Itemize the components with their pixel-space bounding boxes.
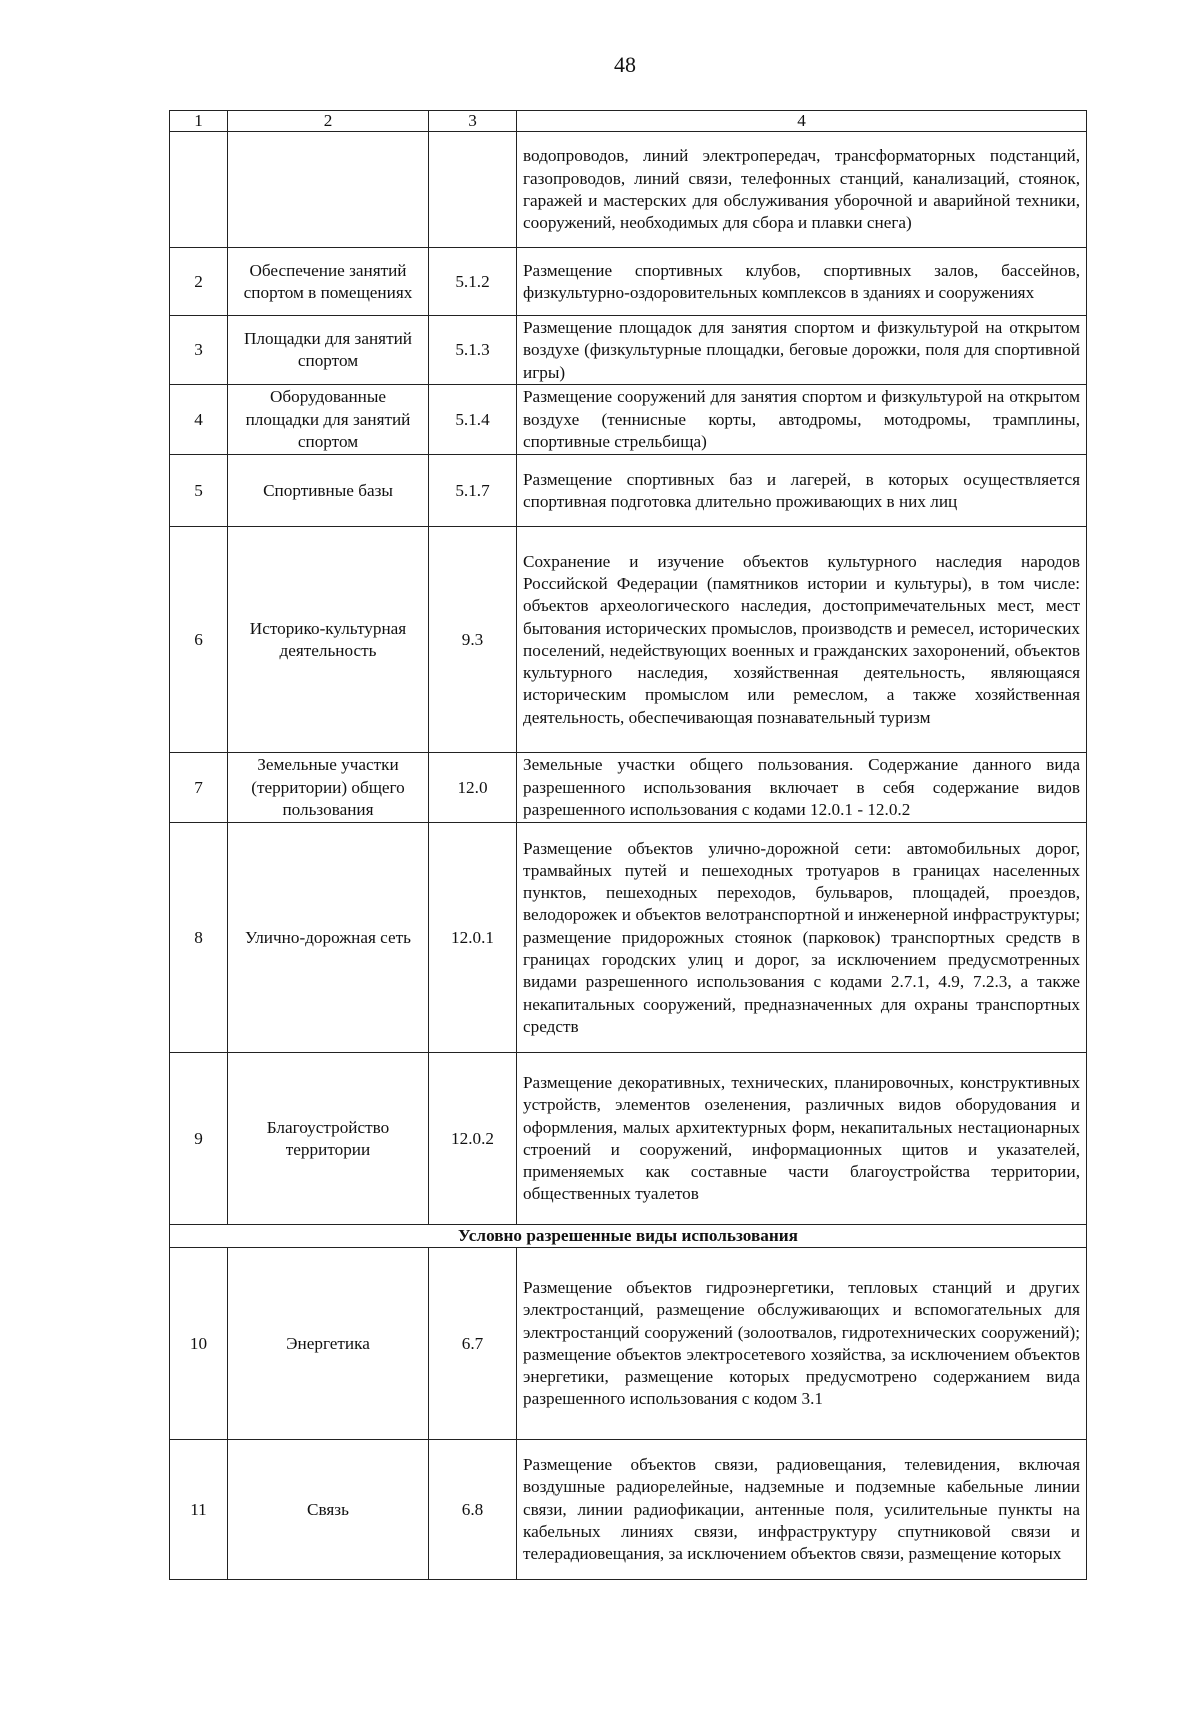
use-type-name: Энергетика [228,1247,429,1439]
table-row [170,1247,1087,1439]
header-col-4: 4 [517,111,1087,132]
header-col-1: 1 [170,111,228,132]
row-number: 8 [170,822,228,1052]
table-row [170,822,1087,1052]
use-type-code: 5.1.4 [429,384,517,454]
use-type-name: Улично-дорожная сеть [228,822,429,1052]
table-row [170,454,1087,526]
table-row [170,132,1087,248]
use-type-code [429,132,517,248]
use-type-description: Размещение объектов улично-дорожной сети: автомобильных дорог, трамвайных путей и пешеходных тротуаров в границах населенных пунктов, пешеходных переходов, бульваров, площадей, проездов, велодорожек и объектов велотранспортной и инженерной инфраструктуры; размещение придорожных стоянок (парковок) транспортных средств в границах городских улиц и дорог, за исключением предусмотренных видами разрешенного использования с кодами 2.7.1, 4.9, 7.2.3, а также некапитальных сооружений, предназначенных для охраны транспортных средств [517,822,1087,1052]
use-type-description: Размещение спортивных баз и лагерей, в которых осуществляется спортивная подготовка длительно проживающих в них лиц [517,454,1087,526]
use-type-name: Оборудованные площадки для занятий спортом [228,384,429,454]
use-type-name: Земельные участки (территории) общего пользования [228,752,429,822]
row-number: 11 [170,1439,228,1579]
row-number: 4 [170,384,228,454]
section-title: Условно разрешенные виды использования [170,1224,1087,1247]
use-type-code: 12.0.2 [429,1052,517,1224]
header-col-2: 2 [228,111,429,132]
use-type-name: Связь [228,1439,429,1579]
use-type-description: Размещение сооружений для занятия спортом и физкультурой на открытом воздухе (теннисные корты, автодромы, мотодромы, трамплины, спортивные стрельбища) [517,384,1087,454]
use-type-code: 9.3 [429,526,517,752]
use-type-description: Размещение объектов гидроэнергетики, тепловых станций и других электростанций, размещение обслуживающих и вспомогательных для электростанций сооружений (золоотвалов, гидротехнических сооружений); размещение объектов электросетевого хозяйства, за исключением объектов энергетики, размещение которых предусмотрено содержанием вида разрешенного использования с кодом 3.1 [517,1247,1087,1439]
use-type-name: Историко-культурная деятельность [228,526,429,752]
use-type-description: Размещение декоративных, технических, планировочных, конструктивных устройств, элементов озеленения, различных видов оборудования и оформления, малых архитектурных форм, некапитальных нестационарных строений и сооружений, информационных щитов и указателей, применяемых как составные части благоустройства территории, общественных туалетов [517,1052,1087,1224]
use-type-name: Благоустройство территории [228,1052,429,1224]
use-type-code: 6.8 [429,1439,517,1579]
row-number: 5 [170,454,228,526]
row-number: 3 [170,316,228,385]
table-row [170,248,1087,316]
use-type-description: Размещение площадок для занятия спортом и физкультурой на открытом воздухе (физкультурные площадки, беговые дорожки, поля для спортивной игры) [517,316,1087,385]
use-type-code: 6.7 [429,1247,517,1439]
use-type-name: Площадки для занятий спортом [228,316,429,385]
use-type-name: Спортивные базы [228,454,429,526]
use-type-description: Размещение спортивных клубов, спортивных залов, бассейнов, физкультурно-оздоровительных комплексов в зданиях и сооружениях [517,248,1087,316]
row-number: 10 [170,1247,228,1439]
use-type-description: водопроводов, линий электропередач, трансформаторных подстанций, газопроводов, линий связи, телефонных станций, канализаций, стоянок, гаражей и мастерских для обслуживания уборочной и аварийной техники, сооружений, необходимых для сбора и плавки снега) [517,132,1087,248]
use-type-description: Земельные участки общего пользования. Содержание данного вида разрешенного использования включает в себя содержание видов разрешенного использования с кодами 12.0.1 - 12.0.2 [517,752,1087,822]
use-type-code: 12.0 [429,752,517,822]
row-number: 6 [170,526,228,752]
table-row [170,1052,1087,1224]
row-number: 7 [170,752,228,822]
page-number: 48 [614,52,636,77]
row-number: 9 [170,1052,228,1224]
section-row [170,1224,1087,1247]
land-use-table [169,110,1087,1580]
table-row [170,1439,1087,1579]
use-type-name [228,132,429,248]
use-type-code: 12.0.1 [429,822,517,1052]
use-type-code: 5.1.2 [429,248,517,316]
table-row [170,384,1087,454]
use-type-code: 5.1.3 [429,316,517,385]
use-type-name: Обеспечение занятий спортом в помещениях [228,248,429,316]
use-type-description: Сохранение и изучение объектов культурного наследия народов Российской Федерации (памятников истории и культуры), в том числе: объектов археологического наследия, достопримечательных мест, мест бытования исторических промыслов, производств и ремесел, исторических поселений, недействующих военных и гражданских захоронений, объектов культурного наследия, хозяйственная деятельность, являющаяся историческим промыслом или ремеслом, а также хозяйственная деятельность, обеспечивающая познавательный туризм [517,526,1087,752]
use-type-code: 5.1.7 [429,454,517,526]
row-number [170,132,228,248]
table-row [170,752,1087,822]
row-number: 2 [170,248,228,316]
use-type-description: Размещение объектов связи, радиовещания, телевидения, включая воздушные радиорелейные, надземные и подземные кабельные линии связи, линии радиофикации, антенные поля, усилительные пункты на кабельных линиях связи, инфраструктуру спутниковой связи и телерадиовещания, за исключением объектов связи, размещение которых [517,1439,1087,1579]
header-col-3: 3 [429,111,517,132]
table-row [170,316,1087,385]
header-row [170,111,1087,132]
table-row [170,526,1087,752]
